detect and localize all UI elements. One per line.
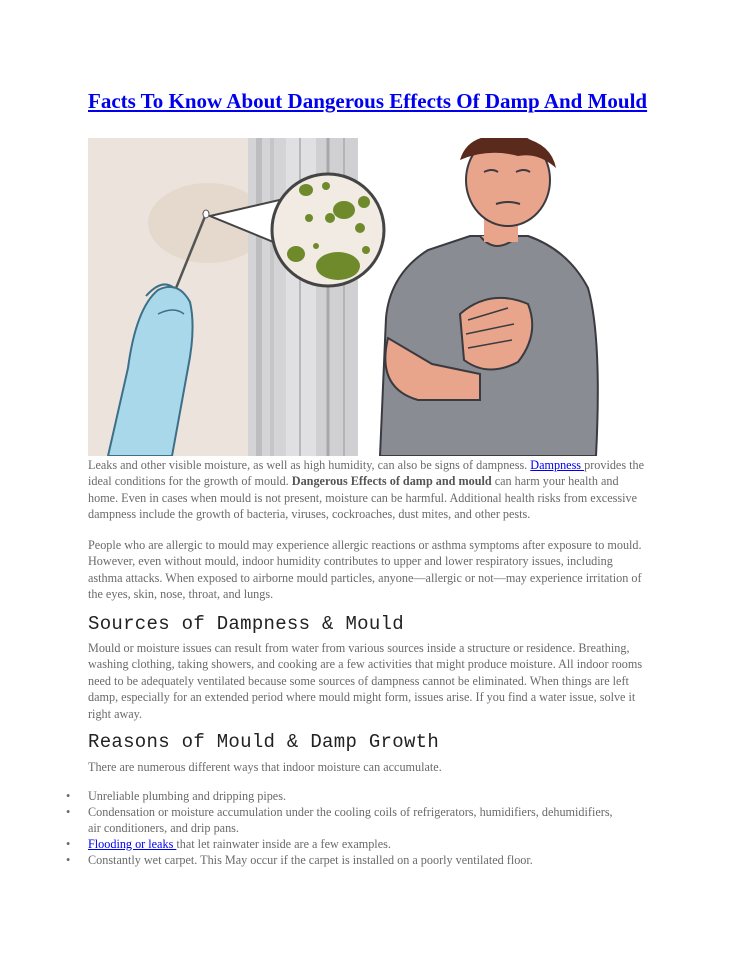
list-item — [66, 836, 626, 852]
reasons-intro: There are numerous different ways that indoor moisture can accumulate. — [88, 760, 442, 774]
list-item-text: Unreliable plumbing and dripping pipes. — [88, 789, 287, 803]
list-item — [66, 852, 626, 868]
sources-paragraph: Mould or moisture issues can result from water from various sources inside a structure or residence. Breathing, washing clothing, taking showers, and cooking are a few activities that might produce moisture. All indoor rooms need to be adequately ventilated because some sources of dampness cannot be eliminated. When things are left damp, especially for an extended period where mould might form, issues arise. If you find a water issue, solve it right away. — [88, 641, 643, 721]
list-item-text: Condensation or moisture accumulation under the cooling coils of refrigerators, humidifiers, dehumidifiers, air conditioners, and drip pans. — [88, 805, 613, 835]
sources-heading: Sources of Dampness & Mould — [88, 613, 404, 635]
intro-text-end: can harm your health and home. Even in cases when mould is not present, moisture can be harmful. Additional health risks from excessive dampness include the growth of bacteria, viruses, cockroaches, dust mites, and other pests. — [88, 474, 637, 522]
dampness-link[interactable]: Dampness — [530, 458, 585, 472]
allergy-paragraph: People who are allergic to mould may experience allergic reactions or asthma symptoms after exposure to mould. However, even without mould, indoor humidity contributes to upper and lower respiratory issues, including asthma attacks. When exposed to airborne mould particles, anyone—allergic or not—may experience irritation of the eyes, skin, nose, throat, and lungs. — [88, 538, 642, 602]
article-title-link[interactable]: Facts To Know About Dangerous Effects Of Damp And Mould — [88, 89, 648, 113]
bullet-icon: • — [66, 853, 71, 867]
bullet-icon: • — [66, 789, 71, 803]
intro-bold-phrase: Dangerous Effects of damp and mould — [291, 474, 492, 489]
list-item — [66, 788, 626, 804]
intro-text-middle: provides the ideal conditions for the growth of mould. — [88, 458, 645, 489]
intro-text-start: Leaks and other visible moisture, as well as high humidity, can also be signs of dampness. — [88, 458, 531, 472]
list-item — [66, 804, 626, 836]
list-item-text: that let rainwater inside are a few examples. — [176, 837, 391, 851]
intro-paragraph — [88, 457, 648, 523]
reasons-heading: Reasons of Mould & Damp Growth — [88, 731, 440, 753]
mould-illustration — [88, 138, 616, 456]
reasons-list — [66, 788, 626, 868]
bullet-icon: • — [66, 805, 71, 819]
bullet-icon: • — [66, 837, 71, 851]
list-item-text: Constantly wet carpet. This May occur if the carpet is installed on a poorly ventilated floor. — [88, 853, 533, 867]
flooding-leaks-link[interactable]: Flooding or leaks — [88, 837, 177, 851]
